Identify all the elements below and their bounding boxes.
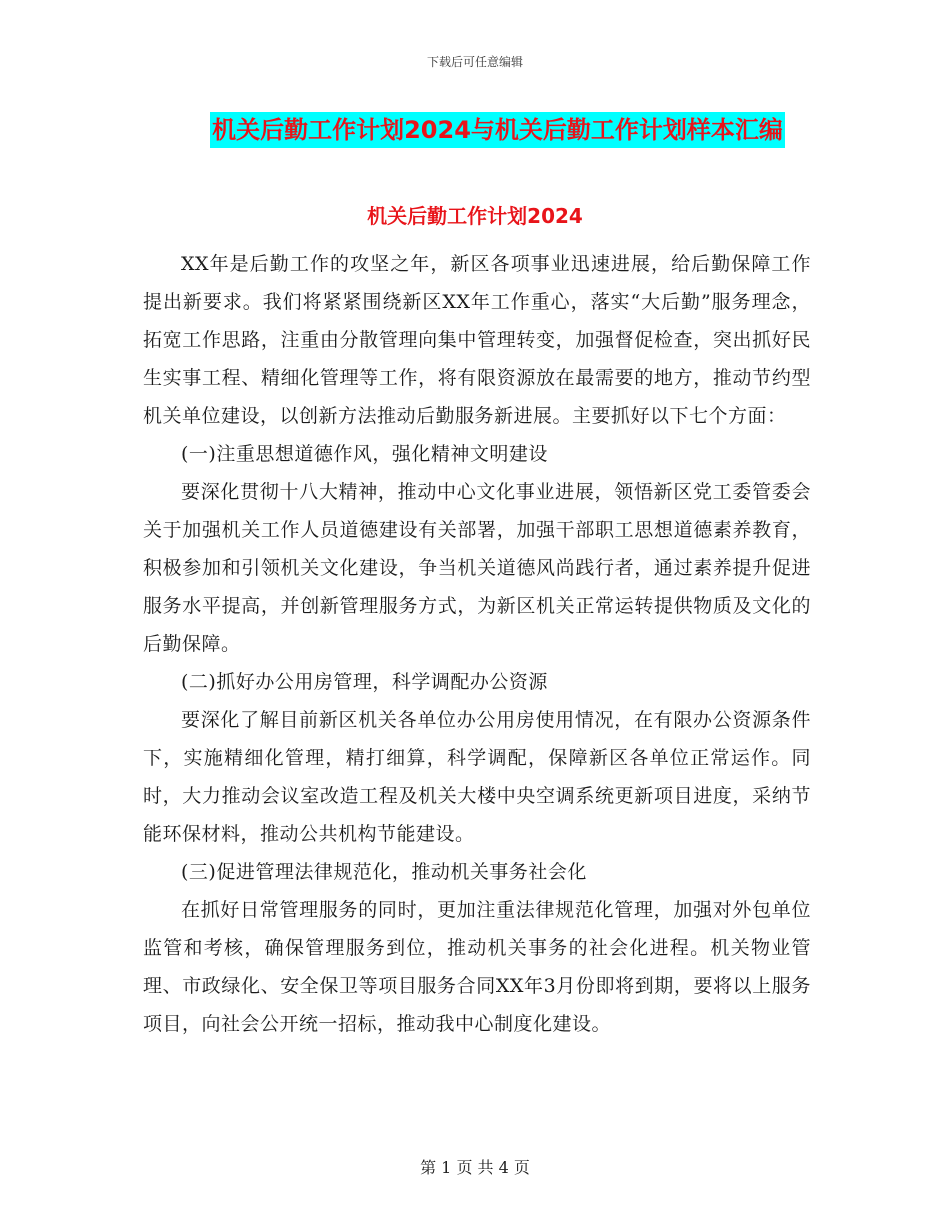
document-body	[143, 245, 811, 1043]
main-title-wrap	[0, 112, 950, 148]
paragraph: XX年是后勤工作的攻坚之年，新区各项事业迅速进展，给后勤保障工作提出新要求。我们将紧紧围绕新区XX年工作重心，落实“大后勤”服务理念，拓宽工作思路，注重由分散管理向集中管理转变，加强督促检查，突出抓好民生实事工程、精细化管理等工作，将有限资源放在最需要的地方，推动节约型机关单位建设，以创新方法推动后勤服务新进展。主要抓好以下七个方面：	[143, 253, 811, 427]
paragraph: 要深化贯彻十八大精神，推动中心文化事业进展，领悟新区党工委管委会关于加强机关工作人员道德建设有关部署，加强干部职工思想道德素养教育，积极参加和引领机关文化建设，争当机关道德风尚践行者，通过素养提升促进服务水平提高，并创新管理服务方式，为新区机关正常运转提供物质及文化的后勤保障。	[143, 481, 811, 655]
section-heading: (一)注重思想道德作风，强化精神文明建设	[181, 443, 548, 465]
main-title: 机关后勤工作计划2024与机关后勤工作计划样本汇编	[210, 112, 785, 148]
paragraph: 在抓好日常管理服务的同时，更加注重法律规范化管理，加强对外包单位监管和考核，确保管理服务到位，推动机关事务的社会化进程。机关物业管理、市政绿化、安全保卫等项目服务合同XX年3月份即将到期，要将以上服务项目，向社会公开统一招标，推动我中心制度化建设。	[143, 899, 811, 1035]
section-heading: (二)抓好办公用房管理，科学调配办公资源	[181, 671, 548, 693]
header-note: 下载后可任意编辑	[426, 55, 523, 69]
section-title: 机关后勤工作计划2024	[367, 204, 583, 228]
section-heading: (三)促进管理法律规范化，推动机关事务社会化	[181, 861, 587, 883]
paragraph: 要深化了解目前新区机关各单位办公用房使用情况，在有限办公资源条件下，实施精细化管理，精打细算，科学调配，保障新区各单位正常运作。同时，大力推动会议室改造工程及机关大楼中央空调系统更新项目进度，采纳节能环保材料，推动公共机构节能建设。	[143, 709, 811, 845]
page-footer: 第 1 页 共 4 页	[420, 1158, 530, 1177]
